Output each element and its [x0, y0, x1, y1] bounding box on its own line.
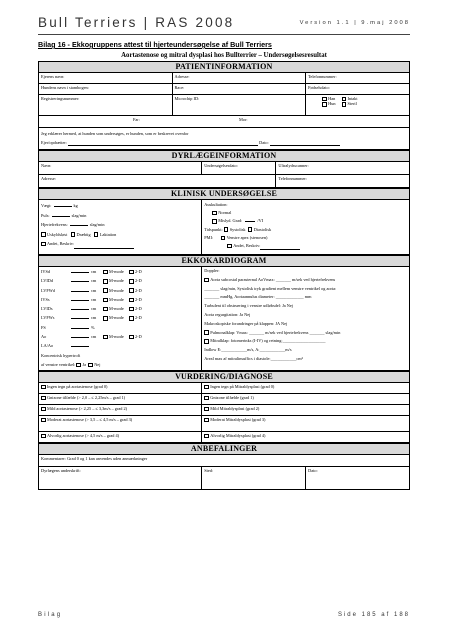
- echo-row: IVSd cm M-mode 2-D: [41, 269, 142, 274]
- aorta-grade-3-checkbox[interactable]: [41, 418, 46, 423]
- pulse-input[interactable]: [52, 212, 70, 217]
- female-checkbox[interactable]: [322, 102, 327, 107]
- ao-input[interactable]: [71, 333, 89, 338]
- scanner-field[interactable]: Ultralydsscanner:: [276, 162, 410, 175]
- echo-row: IVSs cm M-mode 2-D: [41, 296, 142, 302]
- bilag-heading: Bilag 16 - Ekkogruppens attest til hjerteundersøgelse af Bull Terriers: [38, 40, 272, 49]
- echo-band: EKKOKARDIOGRAM: [38, 255, 410, 266]
- lvfwd-input[interactable]: [71, 287, 89, 292]
- clinical-table: Vægt: kg Puls: slag/min Hjertefrekvens: slag/min Uskyldsløst Dræbtig Laktation Andet, Beskriv: Auskultation: Normal Mislyd. Grad: /VI Tidspunkt: Systolisk Diastolisk PMI: Venstre apex (stenosen) Andet, Beskriv:: [38, 199, 410, 255]
- echo-row: LVFWs cm M-mode 2-D: [41, 315, 142, 321]
- ivsd-input[interactable]: [71, 268, 89, 273]
- vet-table: [38, 161, 410, 188]
- echo-row: Ao cm M-mode 2-D: [41, 334, 142, 340]
- murmur-checkbox[interactable]: [212, 219, 217, 224]
- page-header: [38, 15, 410, 35]
- other-pmi-checkbox[interactable]: [227, 244, 232, 249]
- patient-band: PATIENTINFORMATION: [38, 61, 410, 72]
- option-laktation-checkbox[interactable]: [94, 232, 99, 237]
- vet-band: DYRLÆGEINFORMATION: [38, 150, 410, 161]
- mitral-grade-2-checkbox[interactable]: [204, 407, 209, 412]
- owner-date-line[interactable]: [270, 142, 340, 146]
- lvidd-mmode-checkbox[interactable]: [103, 279, 108, 284]
- diagnosis-band: VURDERING/DIAGNOSE: [38, 371, 410, 382]
- aorta-grade-1-checkbox[interactable]: [41, 396, 46, 401]
- page-footer: [38, 612, 410, 624]
- mitral-grade-3-checkbox[interactable]: [204, 418, 209, 423]
- mitral-grade-4-checkbox[interactable]: [204, 434, 209, 439]
- weight-input[interactable]: [54, 202, 72, 207]
- dog-name-field[interactable]: Hundens navn i stambogen:: [39, 84, 173, 95]
- echo-table: [38, 266, 410, 371]
- sign-date-field[interactable]: Dato:: [306, 467, 410, 490]
- owner-date-label: Dato:: [259, 140, 269, 146]
- echo-row: LVFWd cm M-mode 2-D: [41, 287, 142, 293]
- diastolic-checkbox[interactable]: [248, 227, 253, 232]
- recommend-table: [38, 454, 410, 490]
- mitral-grade-0-checkbox[interactable]: [204, 385, 209, 390]
- aorta-grade-0-checkbox[interactable]: [41, 385, 46, 390]
- lvids-2d-checkbox[interactable]: [129, 307, 134, 312]
- comments-field[interactable]: Kommentarer: Grad 0 og 1 kan anvendes uden anmærkninger: [39, 455, 410, 467]
- mitral-checkbox[interactable]: [204, 339, 209, 344]
- registration-field[interactable]: Registreringsnummer:: [39, 95, 173, 116]
- birthdate-field[interactable]: Fødselsdato:: [306, 84, 410, 95]
- ivsd-mmode-checkbox[interactable]: [103, 270, 108, 275]
- aorta-grade-4-checkbox[interactable]: [41, 434, 46, 439]
- dam-label: Mor:: [239, 117, 248, 122]
- vet-signature-field[interactable]: Dyrlægens underskrift:: [39, 467, 202, 490]
- exam-date-field[interactable]: Undersøgelsesdato:: [202, 162, 276, 175]
- vet-phone-field[interactable]: Telefonnummer:: [276, 175, 410, 188]
- owner-name-field[interactable]: Ejerens navn:: [39, 73, 173, 84]
- lvidd-input[interactable]: [71, 277, 89, 282]
- place-field[interactable]: Sted:: [202, 467, 306, 490]
- page-number: Side 185 af 188: [337, 612, 410, 618]
- sire-label: Far:: [133, 117, 140, 122]
- lvidd-2d-checkbox[interactable]: [129, 279, 134, 284]
- option-uskyldslost-checkbox[interactable]: [41, 232, 46, 237]
- patient-table: [38, 72, 410, 150]
- sterile-checkbox[interactable]: [342, 102, 347, 107]
- microchip-field[interactable]: Microchip ID:: [172, 95, 306, 116]
- lvfwd-mmode-checkbox[interactable]: [103, 288, 108, 293]
- clinical-band: KLINISK UNDERSØGELSE: [38, 188, 410, 199]
- normal-checkbox[interactable]: [212, 211, 217, 216]
- doppler-section: Doppler: Aorta subcostal parasternal AoVmax: _______ m/sek ved hjertefrekvens _______ slag/min, Systolisk tryk gradient mellem venstre ventrikel og aorta: _______ mmHg, Aortaannulus diameter: _____________ mm Turbulent til obstruering i venstre udløbsdel: Ja Nej Aorta regurgitation: Ja Nej Makroskopiske forandringer på klappen: JA Nej Pulmonalklap: Vmax: _______ m/sek ved hjertefrekvens _______ slag/min Mitralklap: fotomerinks (I-IV) og retning:____________________ Indlow E:____________m/s, A:____________m/s Areal max af mitralinsuffics i diastole:____________cm²: [202, 267, 410, 371]
- ivss-input[interactable]: [71, 296, 89, 301]
- breed-field[interactable]: Race:: [172, 84, 306, 95]
- owner-signature-label: Ejer/opdrætter:: [41, 140, 68, 146]
- owner-declaration: Jeg erklærer hermed, at hunden som undersøges, er hunden, som er beskrevet ovenfor: [41, 131, 189, 136]
- hypertrophy-yes-checkbox[interactable]: [76, 363, 81, 368]
- recommend-band: ANBEFALINGER: [38, 443, 410, 454]
- aorta-grade-2-checkbox[interactable]: [41, 407, 46, 412]
- document-title: Bull Terriers | RAS 2008: [38, 15, 235, 30]
- vet-address-field[interactable]: Adresse:: [39, 175, 276, 188]
- hypertrophy-label: Koncentrisk hypertrofi: [41, 352, 81, 358]
- echo-row: LVIDs cm M-mode 2-D: [41, 306, 142, 312]
- heart-rate-input[interactable]: [70, 221, 88, 226]
- lvfwd-2d-checkbox[interactable]: [129, 288, 134, 293]
- lvids-mmode-checkbox[interactable]: [103, 307, 108, 312]
- form-title: Aortastenose og mitral dysplasi hos Bullterrier – Undersøgelsesresultat: [121, 52, 327, 59]
- echo-row: LVIDd cm M-mode 2-D: [41, 278, 142, 284]
- lvids-input[interactable]: [71, 305, 89, 310]
- other-checkbox[interactable]: [41, 242, 46, 247]
- owner-signature-line[interactable]: [68, 142, 258, 146]
- echo-measurements: IVSd cm M-mode 2-D LVIDd cm M-mode 2-D LVFWd cm M-mode 2-D IVSs cm M-mode 2-D LVIDs cm M-mode 2-D LVFWs cm M-mode 2-D FS % Ao cm M-mode 2-D LA/Ao Koncentrisk hypertrofi af venstre ventrikel: Ja Nej: [39, 267, 202, 371]
- echo-row: LA/Ao: [41, 341, 199, 350]
- la-ao-input[interactable]: [71, 342, 89, 347]
- certificate-form: [38, 50, 410, 490]
- other-pmi-line[interactable]: [260, 246, 300, 250]
- lvfws-input[interactable]: [71, 314, 89, 319]
- systolic-checkbox[interactable]: [224, 227, 229, 232]
- other-describe-line[interactable]: [74, 245, 134, 249]
- aorta-subcostal-checkbox[interactable]: [204, 278, 209, 283]
- hypertrophy-no-checkbox[interactable]: [88, 363, 93, 368]
- option-draebtig-checkbox[interactable]: [71, 232, 76, 237]
- echo-row: FS %: [41, 324, 95, 330]
- footer-bilag: Bilag: [38, 612, 63, 618]
- diagnosis-table: Ingen tegn på aortastenose (grad 0) Ingen tegn på Mitraldysplasi (grad 0) Gnizone tilfælde (> 2,0 – ≤ 2,25m/s – grad 1) Gnizone tilfælde (grad 1) Mild aortastenose (> 2,25 – ≤ 3,3m/s – grad 2) Mild Mitraldysplasi (grad 2) Moderat aortastenose (> 3,5 – ≤ 4,5 m/s – grad 3) Moderat Mitraldysplasi (grad 3) Alvorlig aortastenose (> 4,5 m/s – grad 4) Alvorlig Mitraldysplasi (grad 4): [38, 382, 410, 443]
- pulmonic-checkbox[interactable]: [204, 330, 209, 335]
- mitral-grade-1-checkbox[interactable]: [204, 396, 209, 401]
- murmur-grade-input[interactable]: [245, 217, 255, 222]
- version-label: Version 1.1 | 9.maj 2008: [299, 20, 410, 26]
- ivss-2d-checkbox[interactable]: [129, 298, 134, 303]
- ao-2d-checkbox[interactable]: [129, 335, 134, 340]
- lvfws-2d-checkbox[interactable]: [129, 316, 134, 321]
- ao-mmode-checkbox[interactable]: [103, 335, 108, 340]
- owner-address-field[interactable]: Adresse:: [172, 73, 306, 84]
- owner-phone-field[interactable]: Telefonnummer:: [306, 73, 410, 84]
- ivsd-2d-checkbox[interactable]: [129, 270, 134, 275]
- sex-field: Han Hun Intakt Steril: [306, 95, 410, 116]
- vet-name-field[interactable]: Navn:: [39, 162, 202, 175]
- left-apex-checkbox[interactable]: [221, 236, 226, 241]
- ivss-mmode-checkbox[interactable]: [103, 298, 108, 303]
- fs-input[interactable]: [71, 324, 89, 329]
- lvfws-mmode-checkbox[interactable]: [103, 316, 108, 321]
